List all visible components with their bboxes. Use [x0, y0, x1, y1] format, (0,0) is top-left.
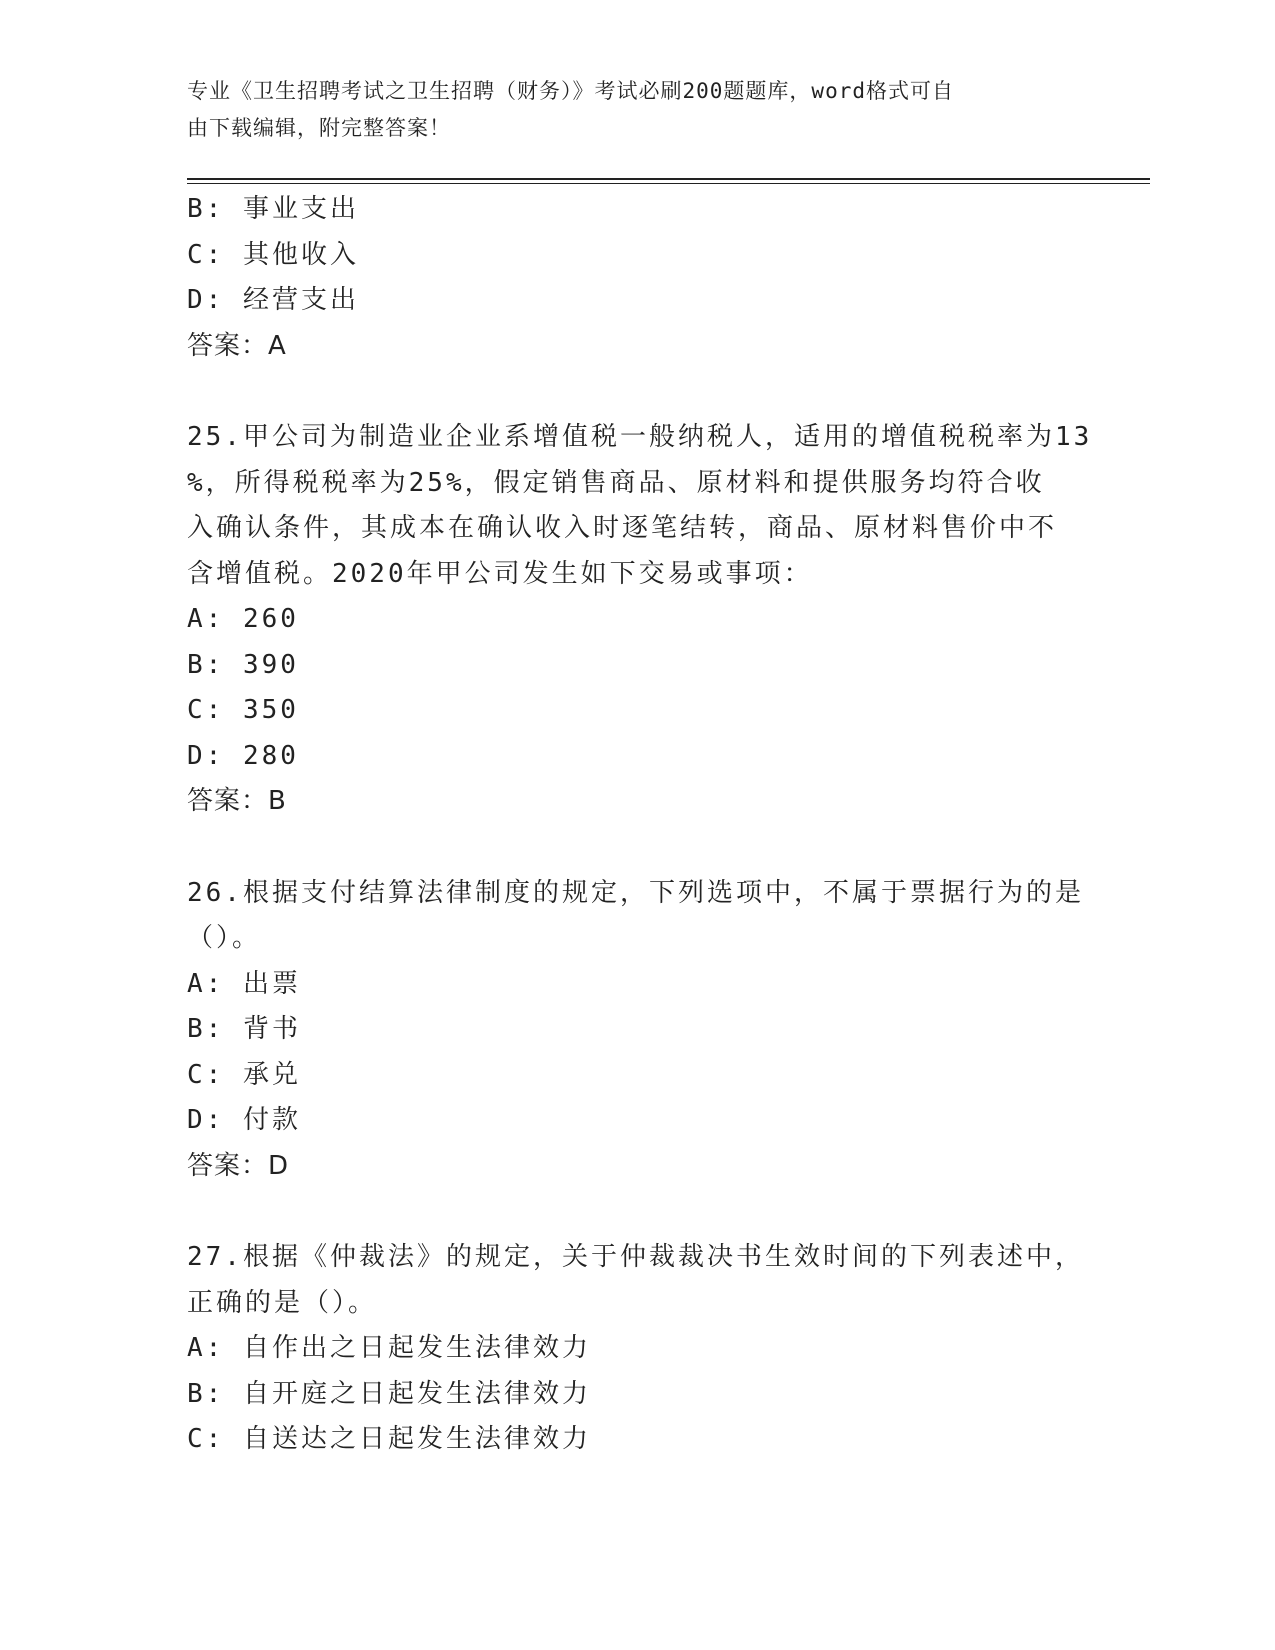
option-c: C: 350 — [187, 695, 299, 725]
question-text-line: 26.根据支付结算法律制度的规定，下列选项中，不属于票据行为的是 — [187, 877, 1084, 908]
question-text-line: %，所得税税率为25%，假定销售商品、原材料和提供服务均符合收 — [187, 467, 1045, 498]
option-c: C: 其他收入 — [187, 239, 359, 270]
question-list — [187, 187, 1093, 1463]
question-25 — [187, 415, 1093, 825]
document-header — [187, 73, 1067, 147]
answer-line: 答案：A — [187, 330, 287, 361]
question-text-line: 25.甲公司为制造业企业系增值税一般纳税人，适用的增值税税率为13 — [187, 422, 1093, 452]
option-a: A: 自作出之日起发生法律效力 — [187, 1333, 591, 1363]
option-d: D: 付款 — [187, 1105, 301, 1135]
question-text-line: 含增值税。2020年甲公司发生如下交易或事项： — [187, 558, 813, 589]
header-divider-thin — [187, 183, 1150, 184]
header-line-2: 由下载编辑，附完整答案！ — [187, 116, 451, 140]
option-b: B: 自开庭之日起发生法律效力 — [187, 1378, 591, 1409]
question-27 — [187, 1235, 1087, 1463]
prev-question-block — [187, 187, 1087, 369]
option-a: A: 出票 — [187, 968, 301, 999]
question-text-line: （）。 — [187, 923, 262, 953]
option-a: A: 260 — [187, 604, 299, 634]
option-c: C: 承兑 — [187, 1059, 301, 1090]
question-text-line: 入确认条件，其成本在确认收入时逐笔结转，商品、原材料售价中不 — [187, 513, 1058, 543]
option-b: B: 背书 — [187, 1014, 301, 1044]
option-d: D: 经营支出 — [187, 285, 359, 315]
option-d: D: 280 — [187, 740, 299, 771]
question-text-line: 正确的是（）。 — [187, 1287, 378, 1318]
answer-line: 答案：D — [187, 1150, 290, 1181]
option-c: C: 自送达之日起发生法律效力 — [187, 1424, 591, 1454]
option-b: B: 事业支出 — [187, 194, 359, 224]
answer-line: 答案：B — [187, 786, 287, 816]
question-text-line: 27.根据《仲裁法》的规定，关于仲裁裁决书生效时间的下列表述中， — [187, 1242, 1084, 1272]
header-line-1: 专业《卫生招聘考试之卫生招聘（财务）》考试必刷200题题库，word格式可自 — [187, 79, 954, 103]
header-divider-thick — [187, 178, 1150, 180]
question-26 — [187, 871, 1087, 1190]
option-b: B: 390 — [187, 649, 299, 680]
